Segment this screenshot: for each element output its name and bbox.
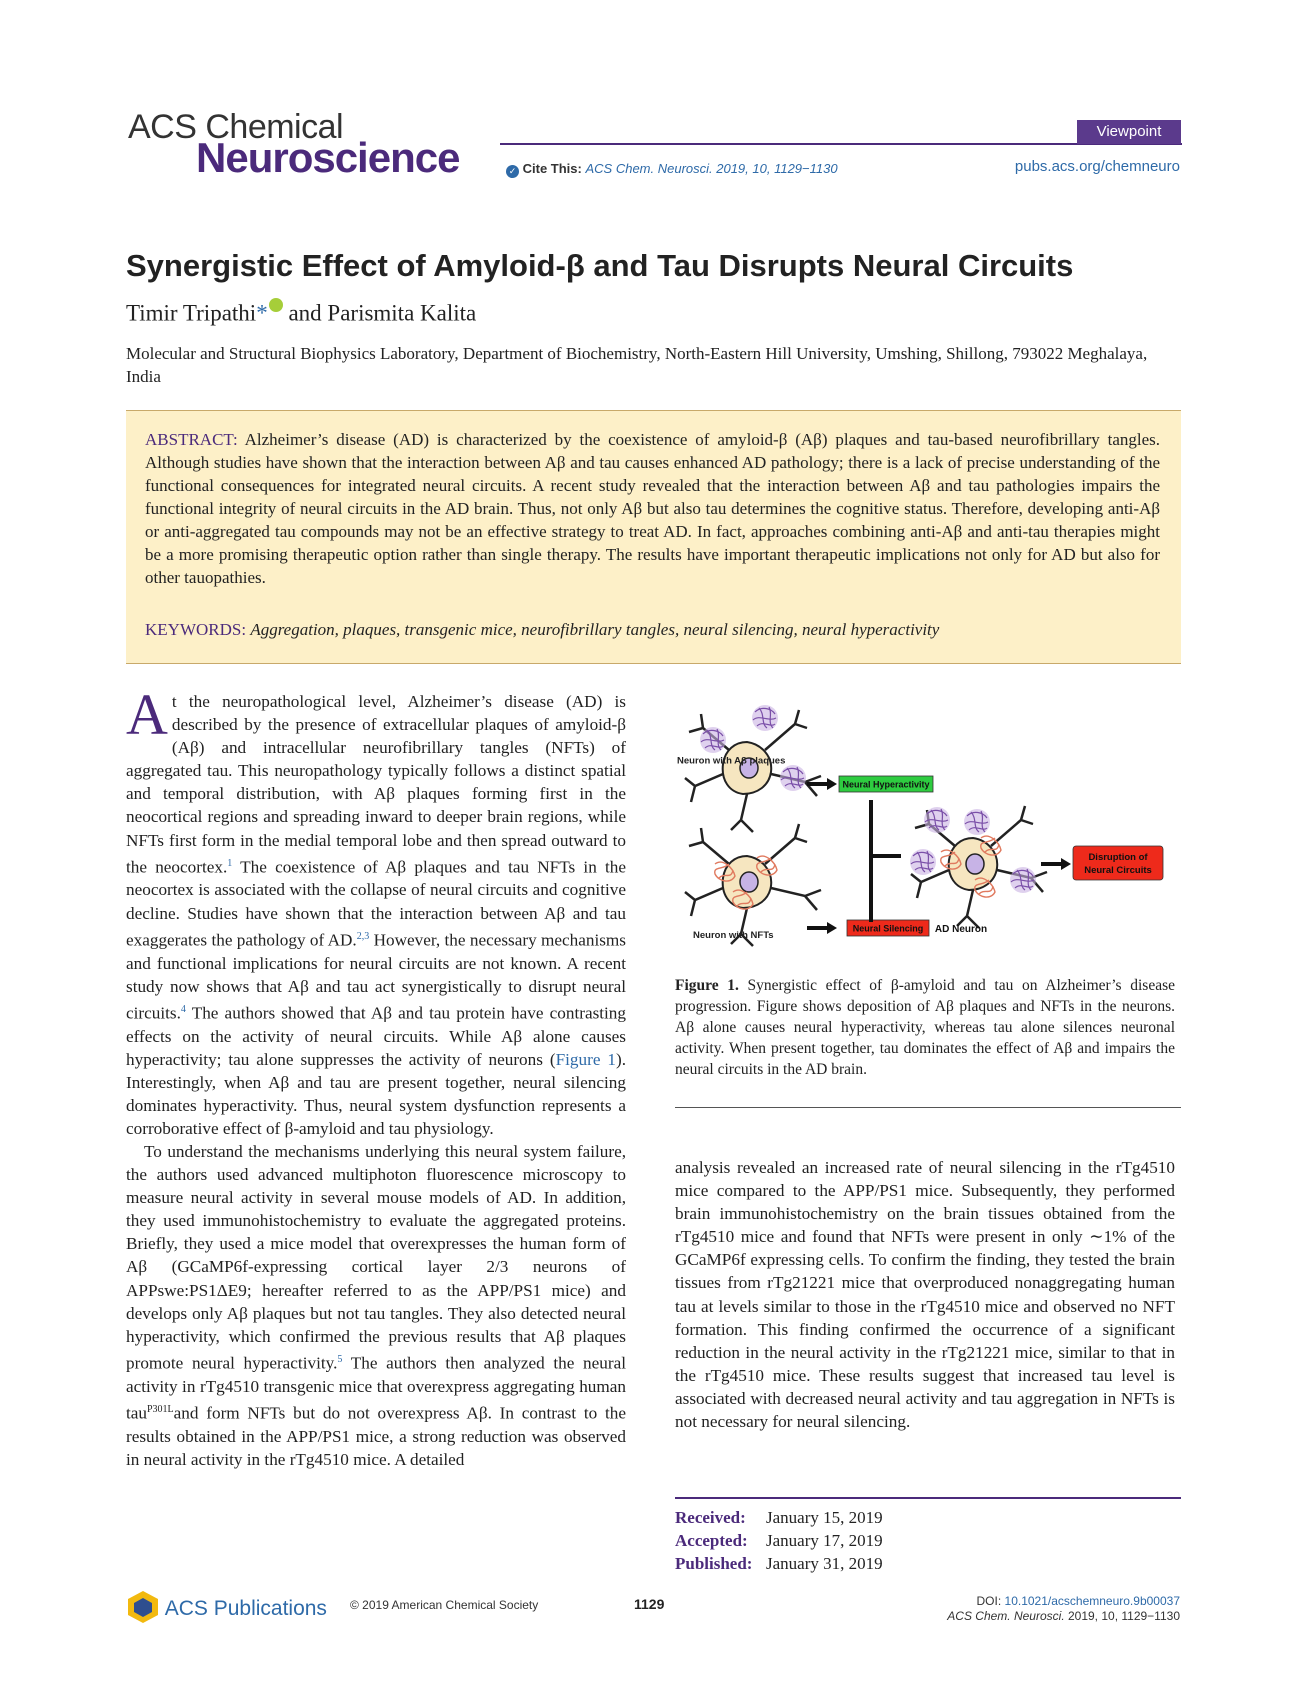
author-2[interactable]: Parismita Kalita bbox=[327, 300, 477, 326]
authors bbox=[126, 298, 476, 327]
label-disruption-part1: Disruption of bbox=[1088, 852, 1148, 863]
body-column-left bbox=[126, 682, 626, 1471]
doi-link[interactable]: 10.1021/acschemneuro.9b00037 bbox=[1004, 1594, 1180, 1608]
dates-rule bbox=[675, 1497, 1181, 1499]
footer-journal-ref: 2019, 10, 1129−1130 bbox=[1064, 1609, 1180, 1623]
paragraph-2 bbox=[126, 1140, 626, 1471]
caption-text: Synergistic effect of β-amyloid and tau on Alzheimer’s disease progression. Figure shows deposition of Aβ plaques and NFTs in the neurons. Aβ alone causes neural hyperactivity, whereas tau alone silences neuronal activity. When present together, tau dominates the effect of Aβ and impairs the neural circuits in the AD brain. bbox=[675, 977, 1175, 1078]
dates-block bbox=[675, 1506, 883, 1575]
caption-rule bbox=[675, 1107, 1181, 1108]
keywords-label: KEYWORDS: bbox=[145, 620, 247, 639]
publisher-name: ACS Publications bbox=[164, 1597, 327, 1620]
affiliation: Molecular and Structural Biophysics Laboratory, Department of Biochemistry, North-Eastern Hill University, Umshing, Shillong, 793022 Meghalaya, India bbox=[126, 344, 1148, 386]
figure-1 bbox=[675, 700, 1181, 970]
copyright: © 2019 American Chemical Society bbox=[350, 1598, 539, 1612]
journal-logo-line2: Neuroscience bbox=[196, 134, 460, 181]
accepted-date: January 17, 2019 bbox=[766, 1531, 883, 1550]
received-date: January 15, 2019 bbox=[766, 1508, 883, 1527]
p2-part-b: The authors then analyzed the neural activity in rTg4510 transgenic mice that overexpress aggregating human tau bbox=[126, 1353, 626, 1423]
label-silencing: Neural Silencing bbox=[852, 923, 924, 934]
acs-hexagon-icon bbox=[126, 1590, 160, 1624]
keywords-text: Aggregation, plaques, transgenic mice, neurofibrillary tangles, neural silencing, neural hyperactivity bbox=[250, 620, 940, 639]
corresponding-marker[interactable]: * bbox=[256, 300, 268, 326]
footer-doi bbox=[947, 1594, 1180, 1624]
author-1[interactable]: Timir Tripathi bbox=[126, 300, 257, 326]
keywords bbox=[145, 620, 1160, 640]
received-label: Received: bbox=[675, 1508, 746, 1527]
abstract-label: ABSTRACT: bbox=[145, 430, 238, 449]
cite-value[interactable]: ACS Chem. Neurosci. 2019, 10, 1129−1130 bbox=[585, 161, 838, 176]
label-ad-neuron: AD Neuron bbox=[934, 924, 988, 935]
body-column-right bbox=[675, 1156, 1175, 1433]
p1-part-d: The authors showed that Aβ and tau protein have contrasting effects on the activity of neural circuits. While Aβ alone causes hyperactivity; tau alone suppresses the activity of neurons ( bbox=[126, 1003, 626, 1069]
journal-logo-line1: ACS Chemical bbox=[128, 108, 344, 146]
paragraph-1 bbox=[126, 682, 626, 1140]
page-number: 1129 bbox=[634, 1596, 665, 1612]
label-hyperactivity: Neural Hyperactivity bbox=[842, 779, 930, 790]
p1-part-b: The coexistence of Aβ plaques and tau NFTs in the neocortex is associated with the collapse of neural circuits and cognitive decline. Studies have shown that the interaction between Aβ and tau exaggerates the pathology of AD. bbox=[126, 857, 626, 950]
published-date: January 31, 2019 bbox=[766, 1554, 883, 1573]
author-joiner: and bbox=[282, 300, 328, 326]
label-neuron-nft: Neuron with NFTs bbox=[693, 930, 774, 941]
doi-label: DOI: bbox=[976, 1594, 1005, 1608]
ref-2-3[interactable]: 2,3 bbox=[356, 930, 370, 942]
label-neuron-ab: Neuron with Aβ plaques bbox=[677, 755, 786, 767]
acs-publications-logo[interactable] bbox=[126, 1590, 327, 1624]
p1-part-a: t the neuropathological level, Alzheimer’s disease (AD) is described by the presence of extracellular plaques of amyloid-β (Aβ) and intracellular neurofibrillary tangles (NFTs) of aggregated tau. This neuropathology typically follows a distinct spatial and temporal distribution, with Aβ plaques forming first in the neocortical regions and spreading inward to deeper brain regions, while NFTs first form in the medial temporal lobe and then spread outward to the neocortex. bbox=[126, 692, 626, 877]
paragraph-3: analysis revealed an increased rate of neural silencing in the rTg4510 mice compared to the APP/PS1 mice. Subsequently, they performed brain immunohistochemistry on the brain tissues obtained from the rTg4510 mice and found that NFTs were present in only ∼1% of the GCaMP6f expressing cells. To confirm the finding, they tested the brain tissues from rTg21221 mice that overproduced nonaggregating human tau at levels similar to those in the rTg4510 mice and observed no NFT formation. This finding confirmed the occurrence of a significant reduction in the neural activity in the rTg21221 mice, similar to that in the rTg4510 mice. These results suggest that increased tau level is associated with decreased neural activity and tau aggregation in NFTs is not necessary for neural silencing. bbox=[675, 1158, 1175, 1432]
footer-journal: ACS Chem. Neurosci. bbox=[947, 1609, 1065, 1623]
p1-part-e: ). Interestingly, when Aβ and tau are present together, neural silencing dominates hyperactivity. Thus, neural system dysfunction represents a corroborative effect of β-amyloid and tau physiology. bbox=[126, 1049, 626, 1138]
abstract bbox=[145, 428, 1160, 589]
article-title: Synergistic Effect of Amyloid-β and Tau Disrupts Neural Circuits bbox=[126, 248, 1074, 283]
figure-1-link[interactable]: Figure 1 bbox=[555, 1049, 616, 1069]
caption-label: Figure 1. bbox=[675, 977, 739, 994]
p2-part-a: To understand the mechanisms underlying this neural system failure, the authors used advanced multiphoton fluorescence microscopy to measure neural activity in several mouse models of AD. In addition, they used immunohistochemistry to evaluate the aggregated proteins. Briefly, they used a mice model that overexpresses the human form of Aβ (GCaMP6f-expressing cortical layer 2/3 neurons of APPswe:PS1ΔE9; hereafter referred to as the APP/PS1 mice) and develops only Aβ plaques but not tau tangles. They also detected neural hyperactivity, which confirmed the previous results that Aβ plaques promote neural hyperactivity. bbox=[126, 1141, 626, 1373]
orcid-icon[interactable] bbox=[269, 298, 283, 312]
p301l-superscript: P301L bbox=[147, 1403, 174, 1415]
p1-part-c: However, the necessary mechanisms and functional implications for neural circuits are not known. A recent study now shows that Aβ and tau act synergistically to disrupt neural circuits. bbox=[126, 930, 626, 1023]
check-icon: ✓ bbox=[506, 165, 519, 178]
p2-part-c: and form NFTs but do not overexpress Aβ. In contrast to the results obtained in the APP/PS1 mice, a strong reduction was observed in neural activity in the rTg4510 mice. A detailed bbox=[126, 1403, 626, 1469]
accepted-label: Accepted: bbox=[675, 1531, 748, 1550]
article-type-badge: Viewpoint bbox=[1077, 120, 1181, 144]
journal-url[interactable]: pubs.acs.org/chemneuro bbox=[1014, 158, 1180, 175]
figure-1-caption bbox=[675, 975, 1175, 1080]
ref-1[interactable]: 1 bbox=[227, 857, 233, 869]
ref-4[interactable]: 4 bbox=[180, 1003, 186, 1015]
cite-label: Cite This: bbox=[522, 161, 582, 176]
ref-5[interactable]: 5 bbox=[337, 1353, 343, 1365]
abstract-text: Alzheimer’s disease (AD) is characterized by the coexistence of amyloid-β (Aβ) plaques and tau-based neurofibrillary tangles. Although studies have shown that the interaction between Aβ and tau causes enhanced AD pathology; there is a lack of precise understanding of the functional consequences for integrated neural circuits. A recent study revealed that the interaction between Aβ and tau pathologies impairs the functional integrity of neural circuits in the AD brain. Thus, not only Aβ but also tau determines the cognitive status. Therefore, developing anti-Aβ or anti-aggregated tau compounds may not be an effective strategy to treat AD. In fact, approaches combining anti-Aβ and anti-tau therapies might be a more promising therapeutic option rather than single therapy. The results have important therapeutic implications not only for AD but also for other tauopathies. bbox=[145, 430, 1161, 587]
published-label: Published: bbox=[675, 1554, 753, 1573]
cite-this[interactable] bbox=[506, 161, 838, 178]
label-disruption-part2: Neural Circuits bbox=[1084, 865, 1152, 876]
dropcap: A bbox=[126, 682, 168, 747]
